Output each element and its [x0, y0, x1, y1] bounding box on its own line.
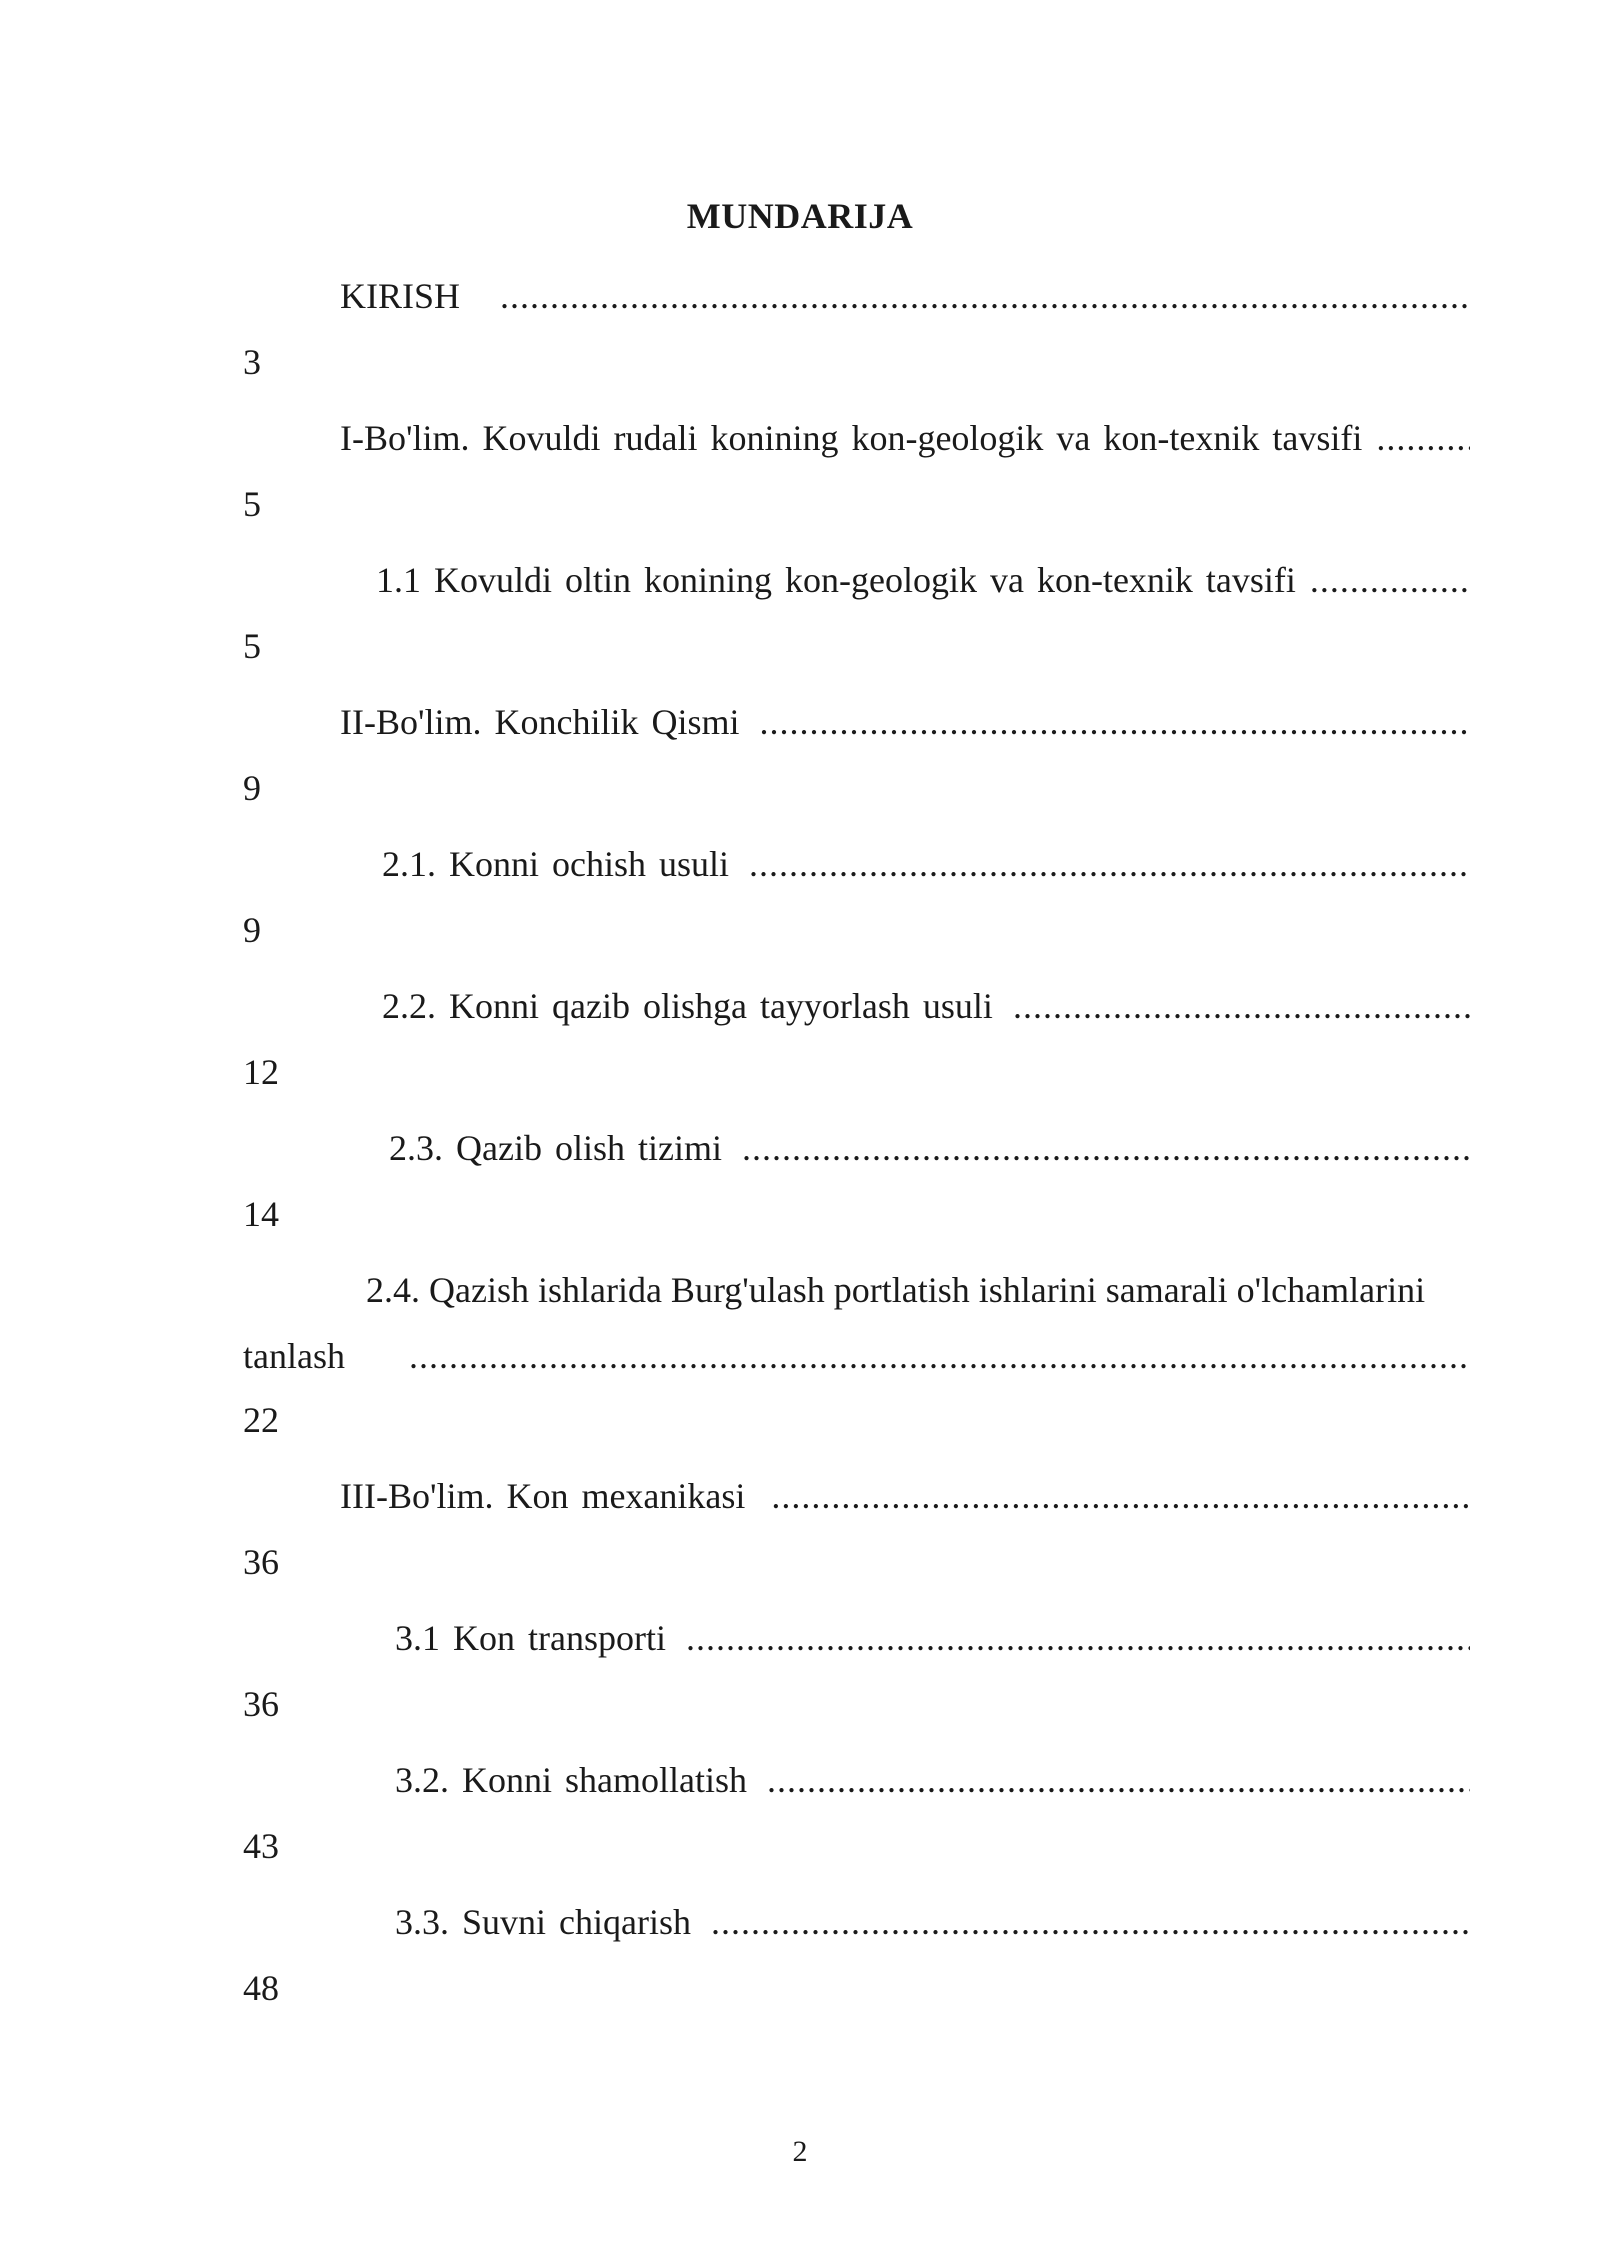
toc-page-number: 36 — [243, 1542, 279, 1582]
toc-entry-3-1 — [395, 1614, 1470, 1662]
toc-leader-dots — [409, 1332, 1470, 1380]
toc-leader-dots — [767, 1756, 1470, 1804]
toc-entry-2-4-line1: 2.4. Qazish ishlarida Burg'ulash portlatish ishlarini samarali o'lchamlarini — [366, 1270, 1426, 1310]
toc-page-number: 48 — [243, 1968, 279, 2008]
toc-entry-section-3 — [340, 1472, 1470, 1520]
toc-leader-dots — [771, 1472, 1470, 1520]
toc-leader-dots — [1310, 556, 1470, 604]
toc-entry-2-2 — [382, 982, 1470, 1030]
toc-page-number: 5 — [243, 484, 261, 524]
toc-entry-label: 3.1 Kon transporti — [395, 1618, 666, 1658]
toc-entry-1-1 — [376, 556, 1470, 604]
toc-leader-dots — [500, 272, 1470, 320]
toc-leader-dots — [742, 1124, 1470, 1172]
toc-leader-dots — [686, 1614, 1470, 1662]
toc-entry-label: I-Bo'lim. Kovuldi rudali konining kon-geologik va kon-texnik tavsifi — [340, 418, 1363, 458]
toc-entry-kirish — [340, 272, 1470, 320]
toc-leader-dots — [759, 698, 1470, 746]
toc-page-number: 43 — [243, 1826, 279, 1866]
page-title: MUNDARIJA — [686, 196, 914, 236]
toc-page-number: 5 — [243, 626, 261, 666]
toc-page-number: 12 — [243, 1052, 279, 1092]
toc-entry-2-3 — [389, 1124, 1470, 1172]
toc-entry-2-1 — [382, 840, 1470, 888]
toc-page-number: 22 — [243, 1400, 279, 1440]
toc-entry-label: III-Bo'lim. Kon mexanikasi — [340, 1476, 746, 1516]
toc-entry-label: II-Bo'lim. Konchilik Qismi — [340, 702, 740, 742]
toc-entry-label: 2.3. Qazib olish tizimi — [389, 1128, 722, 1168]
toc-leader-dots — [711, 1898, 1470, 1946]
toc-page-number: 14 — [243, 1194, 279, 1234]
footer-page-number: 2 — [792, 2135, 808, 2168]
toc-entry-label: 2.1. Konni ochish usuli — [382, 844, 730, 884]
toc-page-number: 9 — [243, 910, 261, 950]
toc-entry-label: tanlash — [243, 1336, 345, 1376]
toc-entry-label: 2.2. Konni qazib olishga tayyorlash usuli — [382, 986, 993, 1026]
toc-entry-label: 3.3. Suvni chiqarish — [395, 1902, 691, 1942]
toc-entry-3-3 — [395, 1898, 1470, 1946]
toc-entry-3-2 — [395, 1756, 1470, 1804]
toc-entry-section-2 — [340, 698, 1470, 746]
toc-page-number: 9 — [243, 768, 261, 808]
toc-page-number: 3 — [243, 342, 261, 382]
toc-entry-2-4-line2 — [243, 1332, 1470, 1380]
toc-entry-section-1 — [340, 414, 1470, 462]
toc-entry-label: 3.2. Konni shamollatish — [395, 1760, 747, 1800]
toc-leader-dots — [1376, 414, 1470, 462]
toc-page-number: 36 — [243, 1684, 279, 1724]
toc-leader-dots — [749, 840, 1470, 888]
toc-leader-dots — [1013, 982, 1470, 1030]
toc-entry-label: 1.1 Kovuldi oltin konining kon-geologik va kon-texnik tavsifi — [376, 560, 1296, 600]
toc-entry-label: KIRISH — [340, 276, 461, 316]
